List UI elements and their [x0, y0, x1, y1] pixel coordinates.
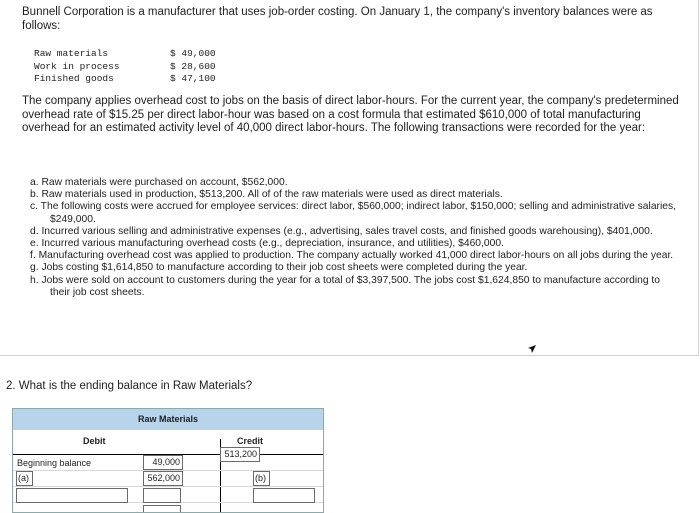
policy-text: The company applies overhead cost to jobs on the basis of direct labor-hours. For the current year, the company's predetermined overhead rate of $15.25 per direct labor-hour was based on a cost formula that estimated $610,000 of total manufacturing overhead for an estimated activity level of 40,000 direct labor-hours. The following transactions were recorded for the year:	[22, 95, 679, 134]
row-divider	[13, 486, 323, 487]
balance-row	[34, 61, 216, 74]
debit-field-a[interactable]: 562,000	[143, 471, 183, 486]
credit-header: Credit	[237, 436, 264, 446]
debit-field-beginning-balance[interactable]: 49,000	[143, 455, 183, 470]
transaction-item: g. Jobs costing $1,614,850 to manufacture according to their job cost sheets were completed during the year.	[30, 262, 528, 274]
balance-label: Raw materials	[34, 48, 109, 59]
entry-label-field[interactable]	[16, 488, 128, 503]
inventory-balances	[34, 48, 216, 86]
transactions-list	[30, 177, 680, 299]
transaction-item: a. Raw materials were purchased on account, $562,000.	[30, 177, 288, 188]
balance-value: $ 49,000	[170, 48, 216, 59]
transaction-item: b. Raw materials used in production, $513,200. All of of the raw materials were used as direct materials.	[30, 189, 503, 201]
debit-amount-field[interactable]	[143, 488, 181, 503]
credit-amount-field[interactable]	[253, 488, 315, 503]
balance-label: Work in process	[34, 60, 120, 72]
balance-value: $ 28,600	[170, 60, 216, 72]
debit-header: Debit	[83, 436, 106, 446]
balance-label: Finished goods	[34, 73, 114, 84]
balance-value: $ 47,100	[170, 73, 216, 84]
t-account-title: Raw Materials	[13, 409, 323, 430]
transaction-item: f. Manufacturing overhead cost was applied to production. The company actually worked 41,000 direct labor-hours on all jobs during the year.	[30, 250, 674, 262]
transaction-item: d. Incurred various selling and administrative expenses (e.g., advertising, sales travel costs, and finished goods warehousing), $401,000.	[30, 225, 653, 237]
ending-balance-field[interactable]	[143, 505, 181, 513]
row-label-beginning-balance: Beginning balance	[17, 458, 92, 468]
question-text: 2. What is the ending balance in Raw Materials?	[6, 380, 253, 392]
mouse-cursor-icon	[527, 344, 537, 357]
balance-row	[34, 48, 216, 61]
credit-field-b[interactable]: 513,200	[220, 447, 260, 462]
transaction-item: c. The following costs were accrued for employee services: direct labor, $560,000; indirect labor, $150,000; selling and administrative salaries, $249,000.	[30, 201, 676, 225]
transaction-item: e. Incurred various manufacturing overhead costs (e.g., depreciation, insurance, and utilities), $460,000.	[30, 238, 504, 250]
entry-label-field-b[interactable]: (b)	[253, 471, 270, 486]
intro-text: Bunnell Corporation is a manufacturer that uses job-order costing. On January 1, the company's inventory balances were as follows:	[22, 6, 653, 32]
balance-row	[34, 73, 216, 86]
transaction-item: h. Jobs were sold on account to customers during the year for a total of $3,397,500. The jobs cost $1,624,850 to manufacture according to their job cost sheets.	[30, 274, 661, 298]
entry-label-field-a[interactable]: (a)	[16, 471, 33, 486]
raw-materials-t-account	[12, 408, 324, 513]
